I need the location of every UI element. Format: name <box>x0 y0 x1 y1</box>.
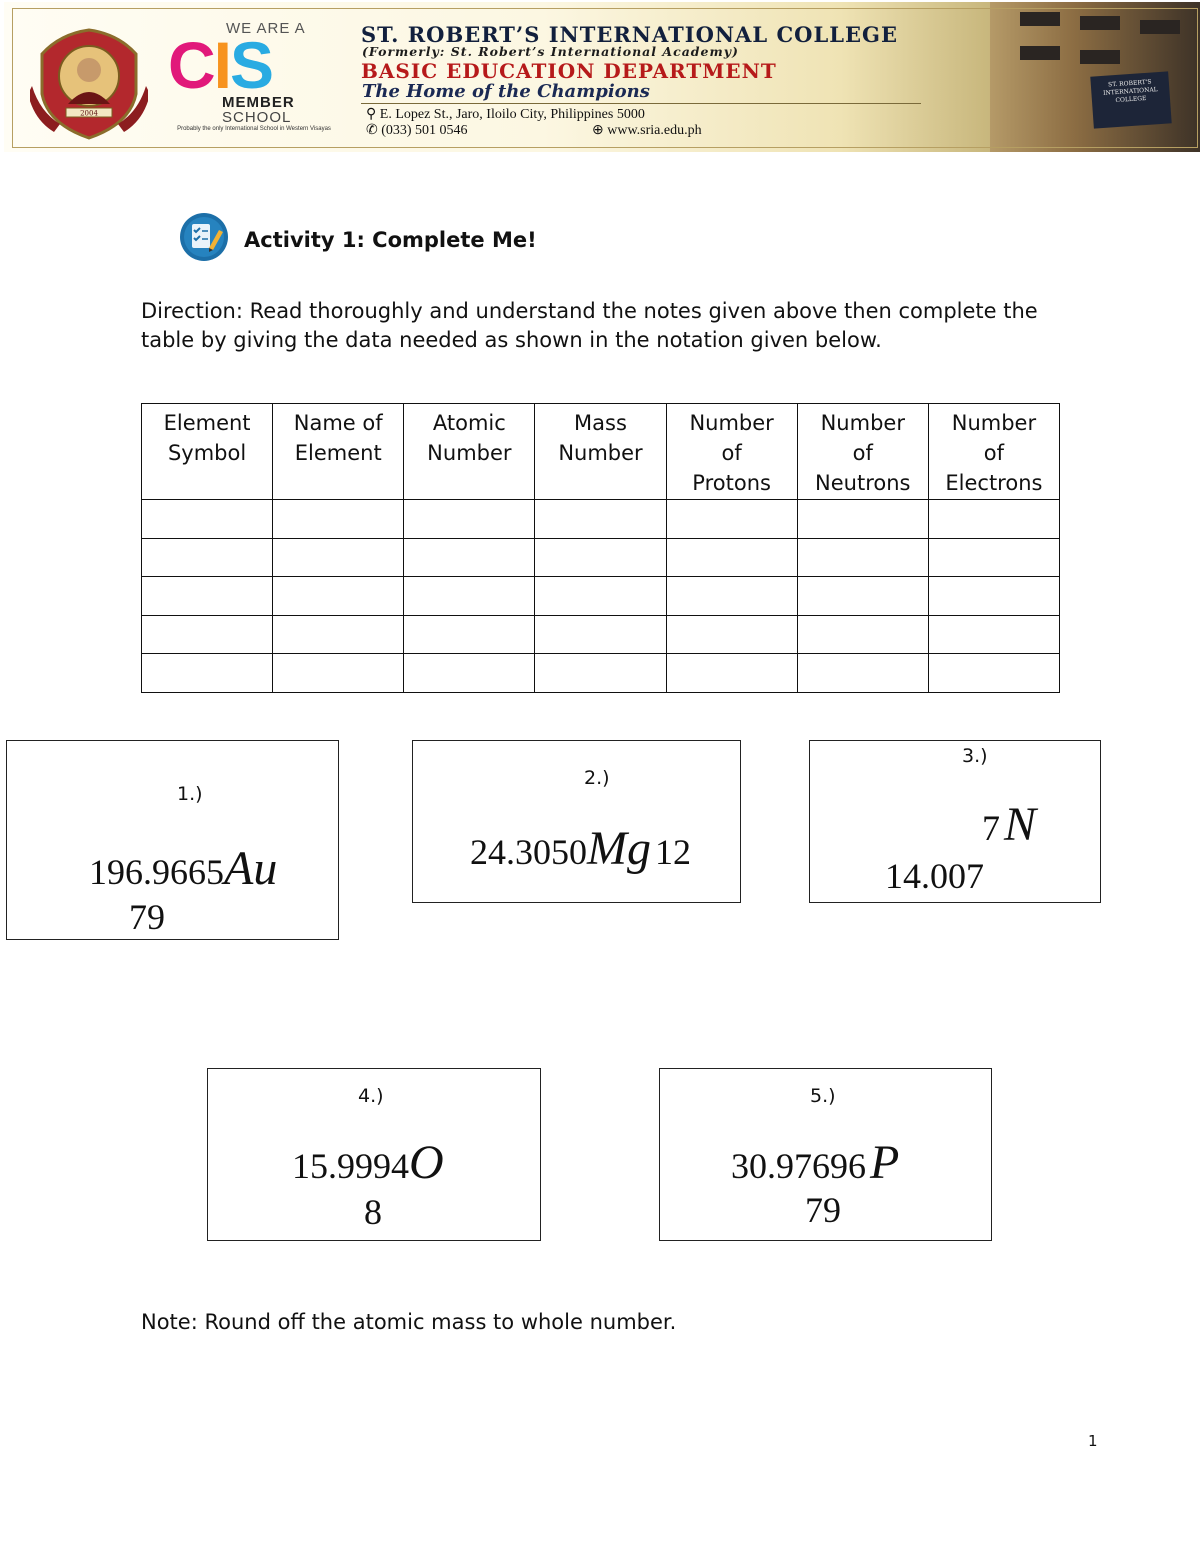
element-symbol: N <box>1004 798 1037 851</box>
mass-value: 15.9994 <box>292 1146 409 1186</box>
cis-letters: CIS <box>168 28 273 102</box>
header-number-of-electrons: Number of Electrons <box>928 404 1059 500</box>
answer-cell[interactable] <box>142 577 273 616</box>
answer-cell[interactable] <box>535 500 666 539</box>
element-box-3 <box>809 740 1101 903</box>
cis-tagline: Probably the only International School in Western Visayas <box>177 126 331 132</box>
answer-cell[interactable] <box>928 615 1059 654</box>
location-pin-icon: ⚲ <box>366 107 377 122</box>
box-label: 2.) <box>584 767 610 789</box>
element-symbol: Au <box>224 842 278 895</box>
answer-cell[interactable] <box>928 654 1059 693</box>
answer-cell[interactable] <box>797 654 928 693</box>
answer-cell[interactable] <box>273 500 404 539</box>
college-name: ST. ROBERT’S INTERNATIONAL COLLEGE <box>361 22 898 47</box>
address-line: ⚲ E. Lopez St., Jaro, Iloilo City, Philippines 5000 <box>366 107 645 122</box>
phone-icon: ✆ <box>366 123 378 138</box>
answer-cell[interactable] <box>404 577 535 616</box>
note-text: Note: Round off the atomic mass to whole number. <box>141 1310 677 1334</box>
answer-cell[interactable] <box>928 500 1059 539</box>
notation <box>470 821 691 876</box>
atomic-value: 79 <box>805 1190 841 1230</box>
answer-cell[interactable] <box>797 538 928 577</box>
table-row <box>142 538 1060 577</box>
answer-cell[interactable] <box>273 577 404 616</box>
answer-cell[interactable] <box>404 615 535 654</box>
school-crest-logo <box>30 24 148 142</box>
formerly-text: (Formerly: St. Robert’s International Academy) <box>362 44 739 59</box>
answer-cell[interactable] <box>404 500 535 539</box>
header-mass-number: Mass Number <box>535 404 666 500</box>
mass-value: 30.97696 <box>731 1146 866 1186</box>
atomic-value: 79 <box>129 897 165 937</box>
answer-cell[interactable] <box>142 654 273 693</box>
table-row <box>142 615 1060 654</box>
cis-member-text: MEMBER <box>222 94 295 111</box>
answer-cell[interactable] <box>273 538 404 577</box>
answer-cell[interactable] <box>273 615 404 654</box>
notation-top <box>982 797 1036 852</box>
mass-value: 196.9665 <box>89 852 224 892</box>
element-symbol: Mg <box>587 822 651 875</box>
answer-cell[interactable] <box>142 615 273 654</box>
answer-cell[interactable] <box>797 500 928 539</box>
answer-cell[interactable] <box>404 538 535 577</box>
box-label: 3.) <box>962 745 988 767</box>
school-tagline: The Home of the Champions <box>362 81 650 102</box>
mass-value: 14.007 <box>885 856 984 896</box>
answer-cell[interactable] <box>797 615 928 654</box>
box-label: 4.) <box>358 1085 384 1107</box>
header-number-of-protons: Number of Protons <box>666 404 797 500</box>
building-sign: ST. ROBERT'S INTERNATIONAL COLLEGE <box>1090 71 1171 128</box>
answer-cell[interactable] <box>273 654 404 693</box>
answer-cell[interactable] <box>797 577 928 616</box>
atomic-value: 8 <box>364 1192 382 1232</box>
notation <box>292 1135 444 1190</box>
element-box-5 <box>659 1068 992 1241</box>
element-box-4 <box>207 1068 541 1241</box>
table-header-row <box>142 404 1060 500</box>
page-number: 1 <box>1088 1432 1098 1450</box>
globe-icon: ⊕ <box>592 123 604 138</box>
cis-top-text: WE ARE A <box>226 20 306 37</box>
school-banner <box>4 2 1200 152</box>
answer-cell[interactable] <box>666 538 797 577</box>
box-label: 5.) <box>810 1085 836 1107</box>
answer-cell[interactable] <box>666 500 797 539</box>
element-symbol: P <box>870 1136 900 1189</box>
answer-cell[interactable] <box>535 538 666 577</box>
notation <box>731 1135 899 1190</box>
answer-cell[interactable] <box>535 654 666 693</box>
table-row <box>142 500 1060 539</box>
activity-title: Activity 1: Complete Me! <box>244 228 537 252</box>
mass-value: 24.3050 <box>470 832 587 872</box>
header-atomic-number: Atomic Number <box>404 404 535 500</box>
table-row <box>142 577 1060 616</box>
box-label: 1.) <box>177 783 203 805</box>
notation <box>89 841 277 896</box>
building-photo <box>990 2 1200 152</box>
header-number-of-neutrons: Number of Neutrons <box>797 404 928 500</box>
answer-cell[interactable] <box>142 500 273 539</box>
website-line: ⊕ www.sria.edu.ph <box>592 123 702 138</box>
department-name: BASIC EDUCATION DEPARTMENT <box>361 59 777 83</box>
header-divider <box>361 103 921 104</box>
activity-checklist-icon <box>179 212 229 262</box>
element-box-1 <box>6 740 339 940</box>
answer-cell[interactable] <box>666 654 797 693</box>
element-box-2 <box>412 740 741 903</box>
header-name-of-element: Name of Element <box>273 404 404 500</box>
answer-cell[interactable] <box>928 538 1059 577</box>
answer-cell[interactable] <box>928 577 1059 616</box>
crest-year: 2004 <box>80 109 98 118</box>
table-row <box>142 654 1060 693</box>
answer-cell[interactable] <box>666 577 797 616</box>
cis-school-text: SCHOOL <box>222 109 292 126</box>
answer-cell[interactable] <box>142 538 273 577</box>
header-element-symbol: Element Symbol <box>142 404 273 500</box>
atomic-value: 12 <box>654 832 691 872</box>
answer-cell[interactable] <box>666 615 797 654</box>
direction-text: Direction: Read thoroughly and understand the notes given above then complete the table by giving the data needed as shown in the notation given below. <box>141 299 1038 352</box>
element-symbol: O <box>409 1136 444 1189</box>
answer-cell[interactable] <box>535 615 666 654</box>
answer-table <box>141 403 1060 693</box>
answer-cell[interactable] <box>535 577 666 616</box>
answer-cell[interactable] <box>404 654 535 693</box>
phone-line: ✆ (033) 501 0546 <box>366 123 468 138</box>
cis-member-logo <box>164 20 334 140</box>
atomic-value: 7 <box>982 808 1000 848</box>
